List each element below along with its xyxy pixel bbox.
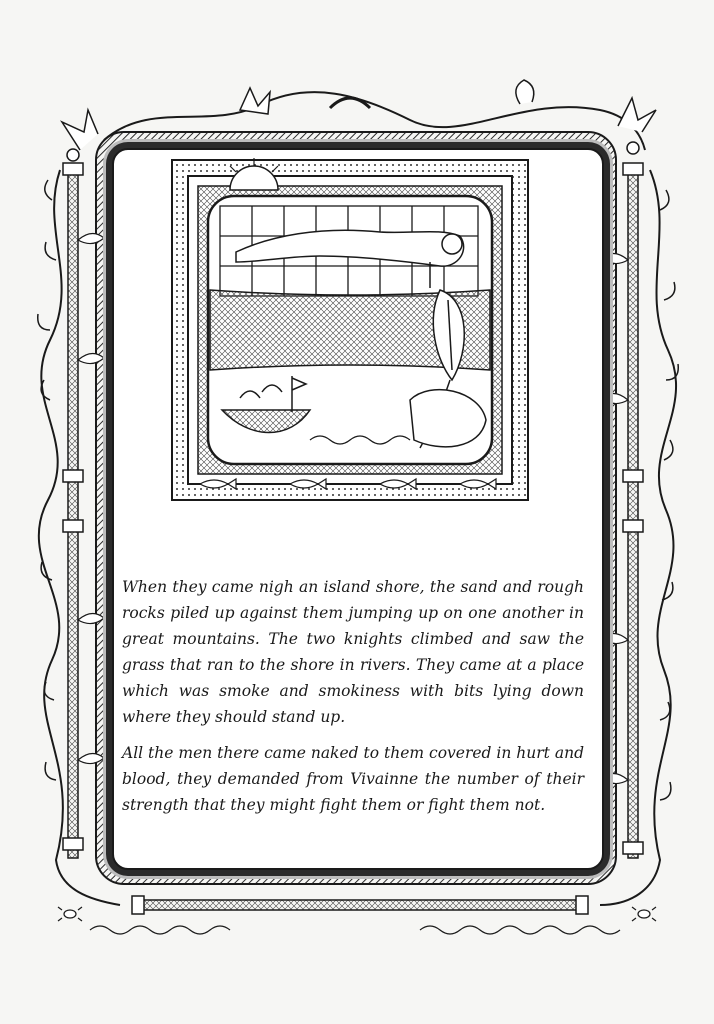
story-text [122,574,584,828]
paragraph-1: When they came nigh an island shore, the sand and rough rocks piled up against them jumping up on one another in great mountains. The two knights climbed and saw the grass that ran to the shore in rivers. They came at a place which was smoke and smokiness with bits lying down where they should stand up. [122,578,584,726]
paragraph-2: All the men there came naked to them covered in hurt and blood, they demanded from Vivainne the number of their strength that they might fight them or fight them not. [122,744,584,814]
